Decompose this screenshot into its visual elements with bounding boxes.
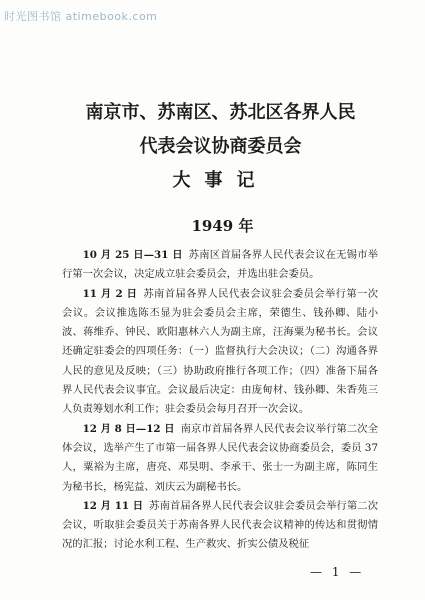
chronicle-entry (62, 285, 378, 420)
watermark: 时光图书馆 atimebook.com (4, 10, 158, 23)
chronicle-entry (62, 497, 378, 555)
page-number: — 1 — (310, 565, 365, 579)
entry-date: 10 月 25 日—31 日 (82, 249, 183, 261)
entry-date: 12 月 8 日—12 日 (82, 422, 175, 435)
chronicle-entry (62, 246, 378, 285)
entry-text: 苏南区首届各界人民代表会议在无锡市举行第一次会议，决定成立驻会委员会，并选出驻会委员。 (62, 249, 379, 281)
subtitle: 大事记 (172, 170, 269, 191)
year-heading: 1949 年 (191, 217, 254, 235)
entry-text: 南京市首届各界人民代表会议举行第二次全体会议，选举产生了市第一届各界人民代表会议协商委员会，委员 37 人，粟裕为主席，唐亮、邓昊明、李承干、张士一为副主席，陈同生为秘书长，杨宪益、刘庆云为副秘书长。 (62, 422, 378, 493)
chronicle-entry (62, 420, 378, 497)
entry-date: 11 月 2 日 (82, 287, 138, 300)
title-line-2: 代表会议协商委员会 (139, 136, 302, 157)
chronicle-body (62, 246, 378, 555)
entry-date: 12 月 11 日 (82, 499, 144, 512)
entry-text: 苏南首届各界人民代表会议驻会委员会举行第一次会议。会议推选陈丕显为驻会委员会主席，荣德生、钱孙卿、陆小波、蒋维乔、钟民、欧阳惠林六人为副主席，汪海粟为秘书长。会议还确定驻委会的四项任务：（一）监督执行大会决议；（二）沟通各界人民的意见及反映；（三）协助政府推行各项工作；（四）准备下届各界人民代表会议事宜。会议最后决定：由庞甸材、钱孙卿、朱香苑三人负责筹划水利工作；驻会委员会每月召开一次会议。 (62, 287, 379, 416)
entry-text: 苏南首届各界人民代表会议驻会委员会举行第二次会议，听取驻会委员关于苏南各界人民代表会议精神的传达和贯彻情况的汇报；讨论水利工程、生产救灾、折实公债及税征 (62, 499, 378, 551)
title-line-1: 南京市、苏南区、苏北区各界人民 (85, 102, 356, 123)
